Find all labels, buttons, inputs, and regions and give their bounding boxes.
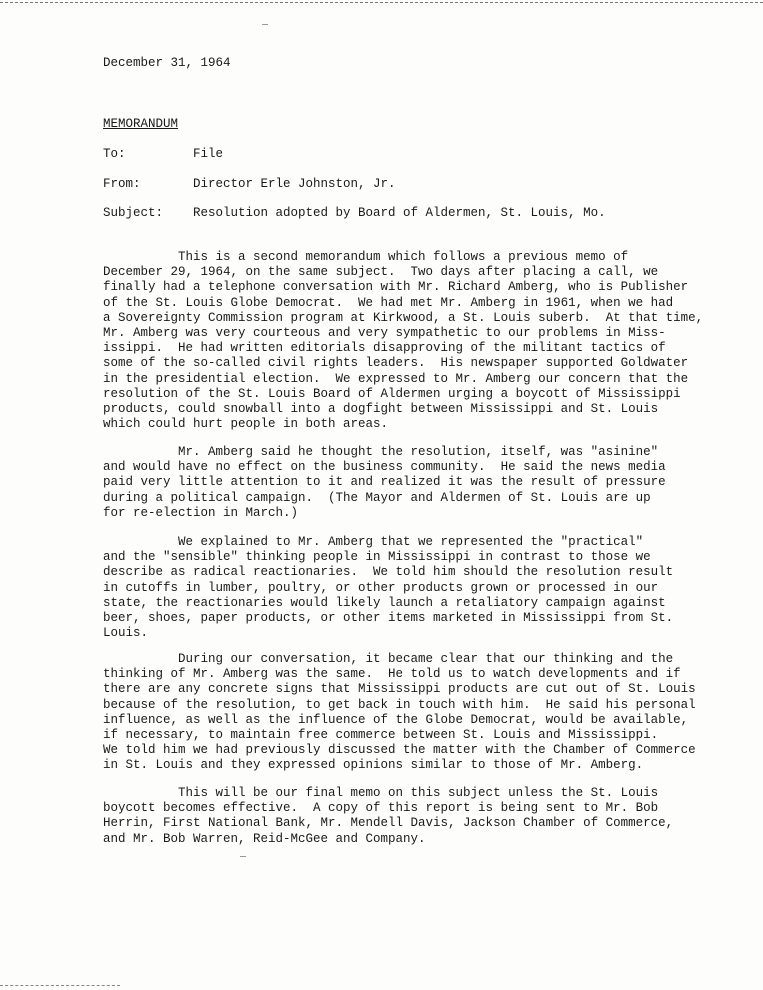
from-value: Director Erle Johnston, Jr.: [193, 177, 396, 191]
paragraph-line: and would have no effect on the business community. He said the news media: [103, 460, 666, 475]
paragraph-line: thinking of Mr. Amberg was the same. He told us to watch developments and if: [103, 667, 681, 682]
to-label: To:: [103, 147, 126, 161]
body-paragraph-5: [103, 786, 673, 847]
paragraph-line: a Sovereignty Commission program at Kirkwood, a St. Louis suberb. At that time,: [103, 310, 704, 325]
paragraph-line: for re-election in March.): [103, 505, 299, 520]
paragraph-line: This is a second memorandum which follows a previous memo of: [103, 250, 629, 264]
paragraph-line: some of the so-called civil rights leaders. His newspaper supported Goldwater: [103, 356, 689, 371]
paragraph-line: Mr. Amberg was very courteous and very sympathetic to our problems in Miss-: [103, 326, 666, 341]
paragraph-line: beer, shoes, paper products, or other items marketed in Mississippi from St.: [103, 611, 674, 626]
paragraph-line: describe as radical reactionaries. We told him should the resolution result: [103, 565, 674, 580]
paragraph-line: During our conversation, it became clear that our thinking and the: [103, 652, 674, 666]
paragraph-line: which could hurt people in both areas.: [103, 417, 389, 432]
paragraph-line: Mr. Amberg said he thought the resolution, itself, was "asinine": [103, 445, 659, 459]
body-paragraph-2: [103, 445, 666, 521]
memo-date: December 31, 1964: [103, 56, 231, 70]
paragraph-line: in the presidential election. We expressed to Mr. Amberg our concern that the: [103, 371, 689, 386]
scan-speck: [240, 856, 246, 857]
paragraph-line: and Mr. Bob Warren, Reid-McGee and Company.: [103, 831, 426, 846]
paragraph-line: in cutoffs in lumber, poultry, or other products grown or processed in our: [103, 580, 659, 595]
paragraph-line: if necessary, to maintain free commerce between St. Louis and Mississippi.: [103, 728, 659, 743]
paragraph-line: influence, as well as the influence of the Globe Democrat, would be available,: [103, 712, 689, 727]
to-value: File: [193, 147, 224, 161]
paragraph-line: there are any concrete signs that Mississippi products are cut out of St. Louis: [103, 682, 696, 697]
paragraph-line: during a political campaign. (The Mayor and Aldermen of St. Louis are up: [103, 490, 651, 505]
paragraph-line: This will be our final memo on this subject unless the St. Louis: [103, 786, 659, 800]
paragraph-line: paid very little attention to it and realized it was the result of pressure: [103, 475, 666, 490]
paragraph-line: We told him we had previously discussed the matter with the Chamber of Commerce: [103, 743, 696, 758]
subject-value: Resolution adopted by Board of Aldermen, St. Louis, Mo.: [193, 206, 606, 220]
paragraph-line: Herrin, First National Bank, Mr. Mendell Davis, Jackson Chamber of Commerce,: [103, 816, 674, 831]
paragraph-line: December 29, 1964, on the same subject. Two days after placing a call, we: [103, 265, 659, 280]
paragraph-line: finally had a telephone conversation with Mr. Richard Amberg, who is Publisher: [103, 280, 689, 295]
paragraph-line: issippi. He had written editorials disapproving of the militant tactics of: [103, 341, 666, 356]
scan-speck: [262, 24, 268, 25]
paragraph-line: and the "sensible" thinking people in Mississippi in contrast to those we: [103, 550, 651, 565]
paragraph-line: products, could snowball into a dogfight between Mississippi and St. Louis: [103, 402, 659, 417]
paragraph-line: Louis.: [103, 626, 149, 641]
paragraph-line: resolution of the St. Louis Board of Aldermen urging a boycott of Mississippi: [103, 386, 681, 401]
paragraph-line: of the St. Louis Globe Democrat. We had met Mr. Amberg in 1961, when we had: [103, 295, 674, 310]
paragraph-line: boycott becomes effective. A copy of this report is being sent to Mr. Bob: [103, 801, 659, 816]
body-paragraph-4: [103, 652, 696, 774]
paragraph-line: because of the resolution, to get back in touch with him. He said his personal: [103, 697, 696, 712]
body-paragraph-3: [103, 535, 673, 641]
body-paragraph-1: [103, 250, 703, 432]
from-label: From:: [103, 177, 141, 191]
top-edge-border: [0, 2, 763, 3]
paragraph-line: state, the reactionaries would likely launch a retaliatory campaign against: [103, 595, 666, 610]
memo-heading: MEMORANDUM: [103, 117, 179, 131]
bottom-edge-border: [0, 985, 120, 986]
paragraph-line: in St. Louis and they expressed opinions similar to those of Mr. Amberg.: [103, 758, 644, 773]
paragraph-line: We explained to Mr. Amberg that we represented the "practical": [103, 535, 644, 549]
subject-label: Subject:: [103, 206, 164, 220]
